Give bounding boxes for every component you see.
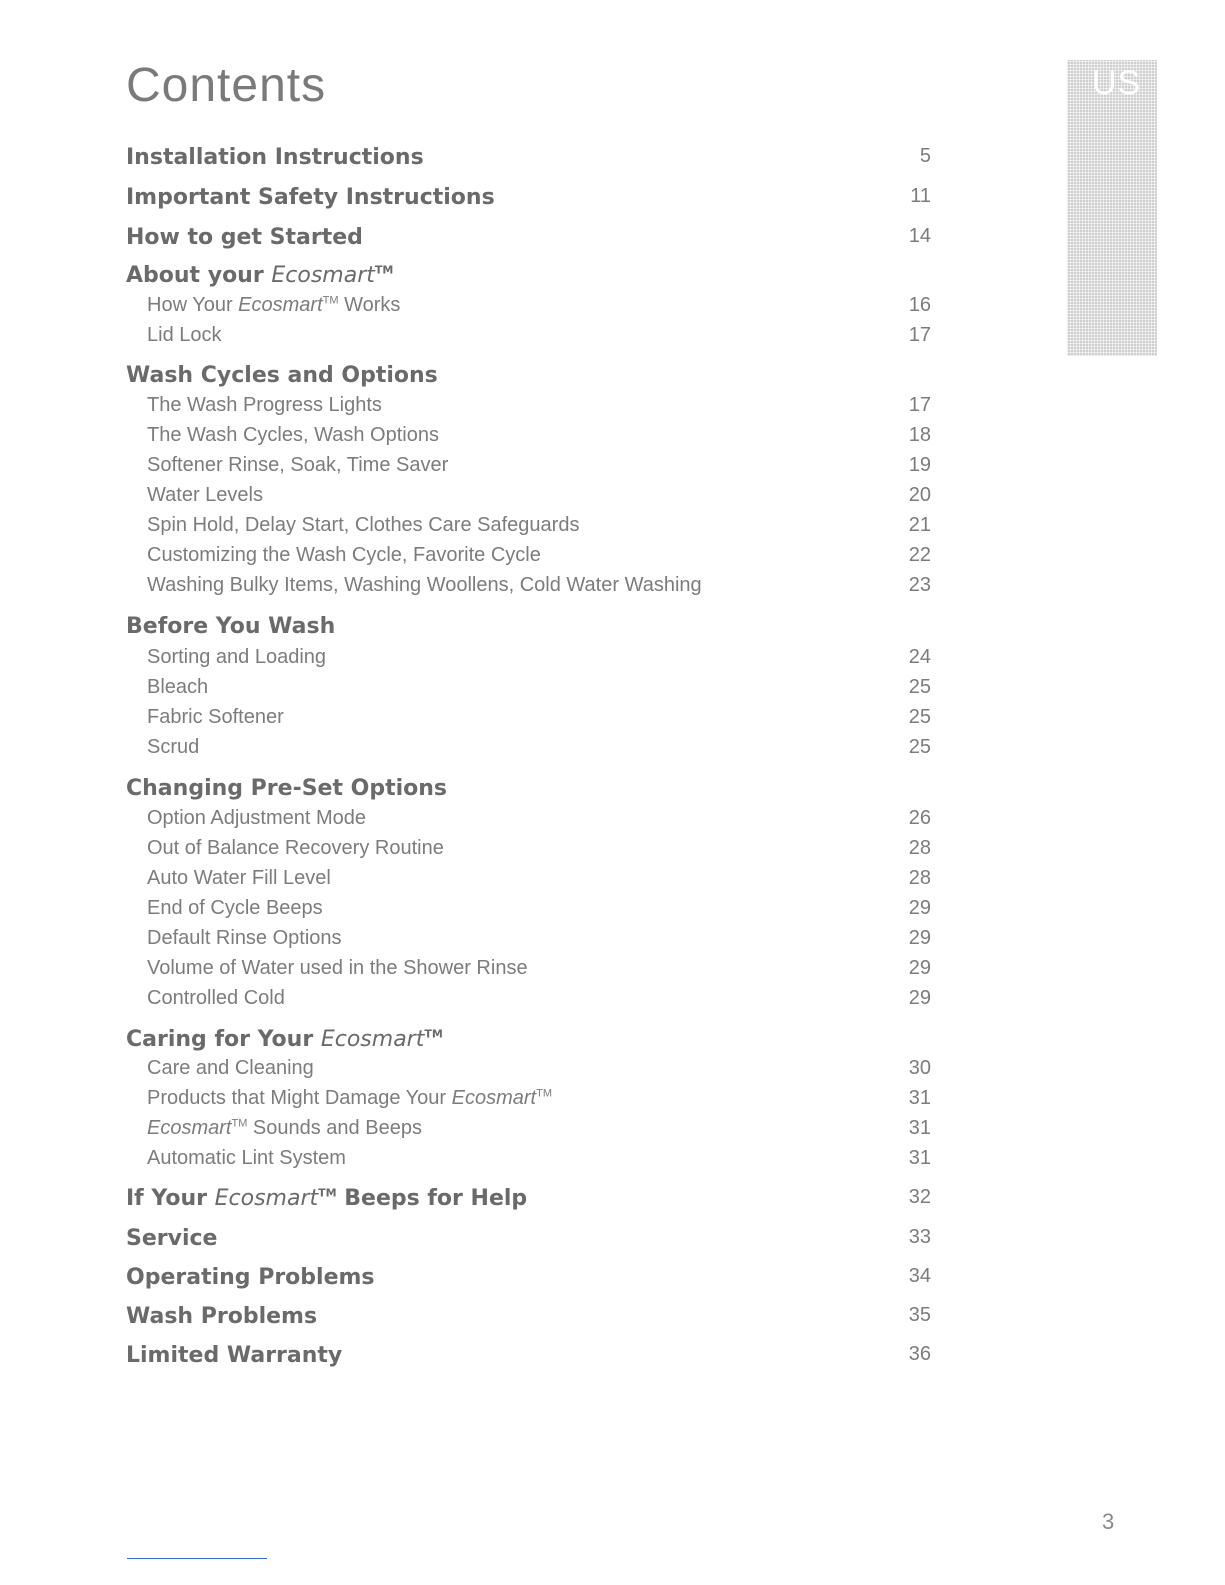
toc-page-number: 26	[908, 807, 931, 829]
toc-entry	[0, 897, 1225, 927]
toc-entry-label: Water Levels	[147, 484, 263, 506]
toc-entry-label-suffix: Works	[338, 294, 401, 316]
toc-entry-label: Scrud	[147, 736, 200, 758]
toc-entry	[0, 294, 1225, 324]
toc-page-number: 16	[908, 294, 931, 316]
toc-page-number: 28	[908, 837, 931, 859]
footer-rule	[127, 1558, 267, 1559]
toc-entry	[0, 1087, 1225, 1117]
trademark-symbol: TM	[374, 263, 394, 277]
toc-entry-label: Wash Cycles and Options	[126, 363, 438, 388]
toc-entry	[0, 1117, 1225, 1147]
toc-entry-label-prefix: How Your	[147, 294, 239, 316]
toc-entry	[0, 484, 1225, 514]
trademark-symbol: TM	[322, 294, 339, 307]
trademark-symbol: TM	[318, 1186, 337, 1200]
toc-entry-label-prefix: Caring for Your	[126, 1027, 321, 1052]
toc-entry	[0, 987, 1225, 1017]
toc-entry	[0, 574, 1225, 604]
toc-entry	[0, 1057, 1225, 1087]
toc-entry-label: Important Safety Instructions	[126, 185, 495, 210]
trademark-symbol: TM	[424, 1027, 443, 1041]
toc-entry-label	[147, 294, 400, 317]
toc-page-number: 32	[908, 1186, 931, 1208]
toc-entry-label: Controlled Cold	[147, 987, 285, 1009]
toc-page-number: 31	[908, 1087, 931, 1109]
toc-page-number: 35	[908, 1304, 931, 1326]
toc-entry	[0, 424, 1225, 454]
toc-entry	[0, 837, 1225, 867]
toc-entry	[0, 1147, 1225, 1177]
toc-entry-label-suffix: Sounds and Beeps	[247, 1117, 422, 1139]
toc-entry	[0, 676, 1225, 706]
toc-heading	[0, 145, 1225, 175]
toc-page-number: 20	[908, 484, 931, 506]
toc-page-number: 28	[908, 867, 931, 889]
toc-heading	[0, 614, 1225, 644]
page-number: 3	[1102, 1509, 1115, 1534]
toc-page-number: 31	[908, 1147, 931, 1169]
toc-page-number: 22	[908, 544, 931, 566]
toc-heading	[0, 225, 1225, 255]
toc-entry-label: Option Adjustment Mode	[147, 807, 367, 829]
toc-entry-label: Changing Pre-Set Options	[126, 776, 448, 801]
toc-page-number: 19	[908, 454, 931, 476]
toc-entry-label: Washing Bulky Items, Washing Woollens, Cold Water Washing	[147, 574, 702, 596]
toc-page-number: 24	[908, 646, 931, 668]
toc-entry-label: Wash Problems	[126, 1304, 318, 1329]
toc-heading	[0, 1265, 1225, 1295]
toc-entry-label: How to get Started	[126, 225, 363, 250]
toc-entry-label	[147, 1087, 552, 1110]
toc-page-number: 23	[908, 574, 931, 596]
toc-entry-label	[126, 263, 393, 288]
toc-entry-label: Default Rinse Options	[147, 927, 342, 949]
toc-heading	[0, 263, 1225, 293]
language-tab-label: US	[1092, 64, 1142, 102]
toc-entry	[0, 514, 1225, 544]
toc-page-number: 29	[908, 957, 931, 979]
toc-page-number: 36	[908, 1343, 931, 1365]
toc-page-number: 29	[908, 987, 931, 1009]
toc-entry-label-prefix: About your	[126, 263, 272, 288]
toc-entry-label: Volume of Water used in the Shower Rinse	[147, 957, 528, 979]
toc-entry-label: Softener Rinse, Soak, Time Saver	[147, 454, 449, 476]
toc-entry-label: Sorting and Loading	[147, 646, 327, 668]
toc-entry	[0, 544, 1225, 574]
toc-heading	[0, 185, 1225, 215]
toc-entry-label: Bleach	[147, 676, 209, 698]
toc-page-number: 33	[908, 1226, 931, 1248]
toc-entry-label: Customizing the Wash Cycle, Favorite Cycle	[147, 544, 541, 566]
toc-heading	[0, 776, 1225, 806]
toc-entry-label: Lid Lock	[147, 324, 222, 346]
toc-page-number: 29	[908, 897, 931, 919]
toc-entry	[0, 957, 1225, 987]
brand-name: Ecosmart	[214, 1186, 319, 1211]
page-title: Contents	[126, 59, 327, 112]
toc-entry	[0, 454, 1225, 484]
toc-entry	[0, 807, 1225, 837]
toc-entry	[0, 867, 1225, 897]
toc-entry	[0, 324, 1225, 354]
toc-entry-label: Automatic Lint System	[147, 1147, 346, 1169]
toc-entry-label: Fabric Softener	[147, 706, 284, 728]
toc-entry-label: Installation Instructions	[126, 145, 424, 170]
toc-page-number: 29	[908, 927, 931, 949]
toc-entry-label	[126, 1186, 527, 1211]
toc-page-number: 17	[908, 394, 931, 416]
toc-entry-label: Out of Balance Recovery Routine	[147, 837, 444, 859]
toc-entry-label: The Wash Cycles, Wash Options	[147, 424, 439, 446]
brand-name: Ecosmart	[271, 263, 375, 288]
toc-page-number: 5	[919, 145, 931, 167]
brand-name: Ecosmart	[451, 1087, 537, 1109]
toc-page-number: 18	[908, 424, 931, 446]
toc-page-number: 21	[908, 514, 931, 536]
toc-entry-label: Before You Wash	[126, 614, 336, 639]
brand-name: Ecosmart	[238, 294, 323, 316]
toc-entry-label-prefix: Products that Might Damage Your	[147, 1087, 452, 1109]
toc-entry	[0, 394, 1225, 424]
toc-entry-label: The Wash Progress Lights	[147, 394, 382, 416]
toc-entry-label: End of Cycle Beeps	[147, 897, 323, 919]
toc-entry-label	[147, 1117, 422, 1140]
toc-page-number: 34	[908, 1265, 931, 1287]
toc-entry-label: Service	[126, 1226, 218, 1251]
toc-entry	[0, 646, 1225, 676]
toc-page-number: 30	[908, 1057, 931, 1079]
toc-heading	[0, 363, 1225, 393]
brand-name: Ecosmart	[147, 1117, 232, 1139]
toc-entry	[0, 736, 1225, 766]
toc-heading	[0, 1226, 1225, 1256]
toc-page-number: 11	[910, 185, 931, 207]
toc-page-number: 14	[908, 225, 931, 247]
toc-page-number: 25	[908, 736, 931, 758]
toc-page-number: 17	[908, 324, 931, 346]
toc-page-number: 25	[908, 676, 931, 698]
toc-page-number: 25	[908, 706, 931, 728]
toc-entry-label: Limited Warranty	[126, 1343, 343, 1368]
toc-heading	[0, 1343, 1225, 1373]
toc-entry-label: Operating Problems	[126, 1265, 375, 1290]
toc-heading	[0, 1186, 1225, 1216]
toc-entry	[0, 706, 1225, 736]
brand-name: Ecosmart	[320, 1027, 425, 1052]
trademark-symbol: TM	[231, 1117, 248, 1130]
toc-page-number: 31	[908, 1117, 931, 1139]
toc-entry	[0, 927, 1225, 957]
toc-heading	[0, 1304, 1225, 1334]
trademark-symbol: TM	[536, 1087, 552, 1100]
toc-entry-label-prefix: If Your	[126, 1186, 215, 1211]
toc-entry-label	[126, 1027, 443, 1052]
toc-entry-label: Auto Water Fill Level	[147, 867, 331, 889]
toc-entry-label: Care and Cleaning	[147, 1057, 314, 1079]
toc-entry-label-suffix: Beeps for Help	[336, 1186, 528, 1211]
toc-heading	[0, 1027, 1225, 1057]
toc-entry-label: Spin Hold, Delay Start, Clothes Care Safeguards	[147, 514, 580, 536]
